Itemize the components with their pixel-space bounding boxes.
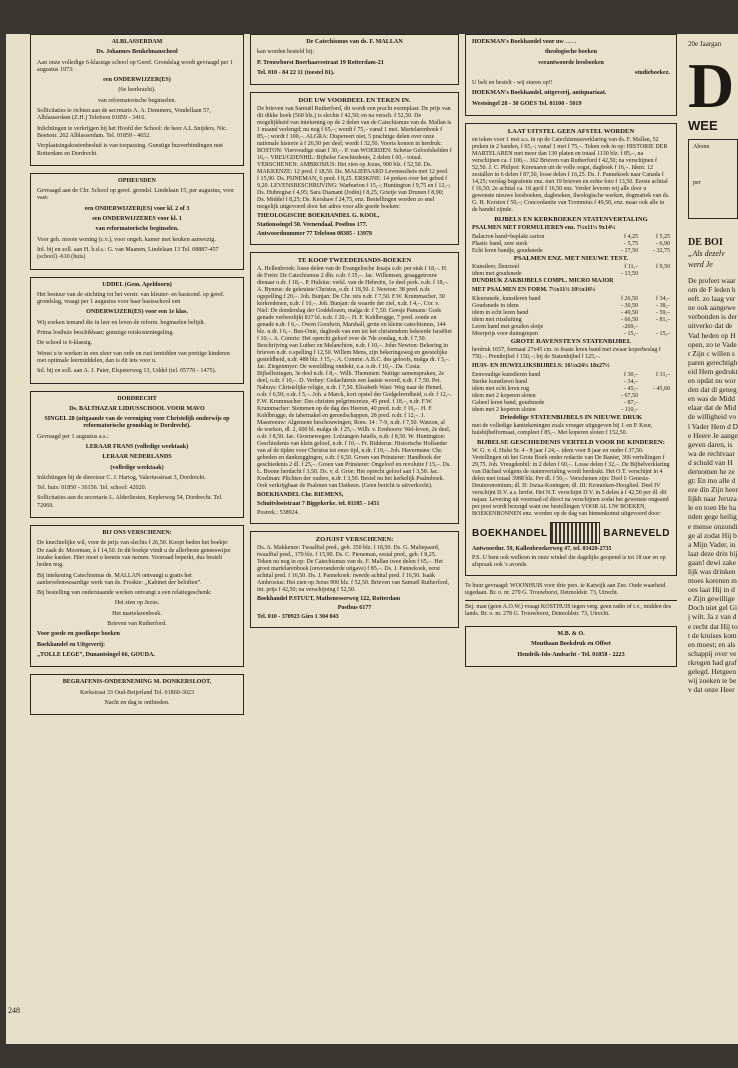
section-heading: PSALMEN ENZ. MET NIEUWE TEST. [513,255,629,263]
price-item: Plastic band, zeer sterk [472,241,528,248]
ad-text: Wij zoeken iemand die in leer en leven de reform. beginselen belijdt. [37,319,206,326]
price-value: - 34,– [624,379,638,386]
ad-text: van reformatorische beginselen. [97,97,176,104]
price-row [472,324,670,331]
price-row [472,271,670,278]
ad-text: De brieven van Samuël Rutherford, dit wordt een pracht exemplaar. De prijs van dit dikke boek (560 blz.) is slechts f 42,50; en na versch. f 52,50. De mogelijkheid van intekening op de 2 delen van de Catechismus van ds. Mallan is 1 maand verlengd; nu nog f 65,–; wordt f 75,– vanaf 1 mei. Martelarenboek f 85,–; wordt f 100,–. ALGRA: Dispereert niet, 5 prachtige delen over onze nationale historie à f 26,50 per deel; wordt f 32,50. Voorts komen in herdruk: BOSTON: Viervoudige staat f 30,–. P. van WOERDEN: Schetse Geloofshelden f 16,–. VREUGDENHIL: Bijbelse Geschiedenis, 2 delen f 60,– totaal. VERSCHENEN: AMBROSIUS: Het zien op Jezus, 900 blz. f 52,50. Ds. MAKKENZE: 12 pred. f 18,50. Ds. MALIEPAARD Levensschets met 12 pred. f 15,90. Ds. PIJNEMAN, 6 pred. f 8,25. ERSKINE: 14 preken over het gebed f 9,20. LEVENSBESCHRIJVING: Warburton f 15,–; Huntington f 9,75 en f 12,–; Ds. Hubregtse f 4,95; Sara Diamant (Jodin) f 8,25; Grietje van Drunen f 8,90; Ds. Middel f 8,25; Ds. Kershaw f 24,75, enz. Bestellingen worden zo snel mogelijk uitgevoerd door het adres voor alle goede boeken: [257,106,452,211]
ad-text: Boekhandel en Uitgeverij: [37,641,106,648]
ad-footer: Tel. 010 - 370923 Giro 1 304 043 [257,614,339,621]
ad-text: Inlichtingen te verkrijgen bij het Hoofd der School: de heer A.L.Snijders, Nic. Beetsstr. 262 Alblasserdam. Tel. 01859 - 4652. [37,125,228,139]
price-row [472,296,670,303]
price-value: f 31,– [656,372,670,379]
ad-opheusden [30,173,244,270]
ad-heading: DORDRECHT [117,395,157,402]
ad-footer: Schuitvloststraat 7 Biggekerke. tel. 01185 - 1451 [257,501,380,508]
ad-begrafenis [30,674,244,715]
price-item: idem met 2 koperen sloten [472,407,536,414]
price-value: - 49,50 [621,310,638,317]
price-value: - 32,75 [653,248,670,255]
ad-heading: M.B. & O. [557,631,585,638]
ad-text: P.S. U bent ook welkom in onze winkel die dagelijks geopend is tot 18 uur en op afspraak ook 's avonds. [472,555,666,569]
ad-text: Westsingel 28 - 30 GOES Tel. 01100 - 5019 [472,100,582,107]
ad-heading: UDDEL (Gem. Apeldoorn) [102,281,172,288]
price-row [472,379,670,386]
ad-text: Kerkstraat 33 Oud-Beijerland Tel. 01860-3023 [79,689,195,696]
ad-text: A. Hellenbroek: losse delen van de Evangelische Jesaja o.dr. per stuk f 18,–. H. de Frein: De Catechismus 2 dln. o.dr. f 35,–. Jac. Willemsen, graaggetrouw dienaar o.dr. f 18,–. P. Hulsius: verkl. van de Hebreën, 1e deel perk. o.dr. f 18,–. A. Byneus: de gekruiste Christus, o.dr. f 18,50. J. Newton: 38 pred. n.dr. ogspelling f 20,–. Joh. Bunjan: De Chr. reis n.dr. f 7,50. F.W. Krummacher, 30 kerkredenen, n.dr. f 10,–. Joh. Bunjan: de waarde der ziel, n.dr. f 4,–. Cor. v. Niel: De donderslag der Goddelozen, malga dr. f 7,50. Geesje Pamans: Gods genade verheerlijkt 817 bl. n.dr. f 20,–. H. F. Kohlbrugge, 7 pred. zonde en genade n.dr. f 6,–. Owen Goodwin, Marshall, grote en kleine catechismus, 144 blz. n.dr. f 6,–. Ben-Onie, dagboek van een tot het christendom bekeerde Israëliet f 10,–. A. Comrie: Het opercht geloof over de 7de zondag, n.dr. f 7,50. Beschrijving van Luther en Melanchton, n.dr. f 10,–. John Newton: Bekering in brieven n.dr. o.spelling f 12,50. Willem Mens, zijn bekeringsweg en geestelijke gesteldheid, n.dr. 488 blz. f 15,–. A. Comrie: A.B.C. des geloofs, malga dr. f 5,–. Jac. Ziegenmyer: De wereldling ontdekt, e.a. o.dr. f 10,–. Da. Costa: Bijbellezingen, 3e deel n.dr. f 8,–. Wilh. Themmen: Nuttige samenspraken, 2e deel, o.dr. f 10,–. D. Verhey: Gedachtenis een laatste woord, n.dr. f 7,50. Pet. Nahuys: Christelijke religie, n.dr. f 7,50. Elisabeth Wast: Weg naar de Hemel, o.dr. f 6,50; o.dr. f 5,–. Joh. a Marck, kort opstel der Godgeleerdheid, o.dr. f 12,–. F.W. Krummacher: Des christen pelgrimsreize, 45 pred. f 18,–, n.dr. F.W. Krummacher: Stemmen op de dag des Heeren, 40 pred. n.dr. f 16,–. H. F. Kohlbrugge, de tabernakel en gereedschappen, 28 pred. n.dr. f 12,–. J. Masereeuw: Algemene beschouwingen, Rom. 14 : 7-9, n.dr. f 7,50. Watzon, al de werken, dl. 2, 600 bl. malga dr. f 25,–. Wilh. v. Eenhoorn: Wel-leven, 2e deel, o.dr. f 8,50. Jac. Groenewegen: Lofzangen Israëls, n.dr. f 8,50. W. Huntington: Geschiedenis van klein geloof, n.dr. f 10,–. Fr. Ridderus: Historische Hollander van af de tijden voor Christus tot onze tijd, n.dr. f 10,–. Joh. Havermans: Chr. gebeden en dankzeggingen, o.dr. f 6,50. Groen van Prinsterer: Handboek der geschiedenis 2 dl. f 25,–. Groen van Prinsterer: Ongeloof en revolutie f 15,–. Ds. L. Boone herdacht f 3,50. Ds. v. d. Groe: Het oprecht geloof aan f 3,50. Jac. Koelman: Plichten der ouders, n.dr. f 3,50. Bestel nu het kerkelijk Psalmboek. Ook verkrijgbaar de Psalmen van Datheen. (Geen bericht is uitverkocht). [257,266,452,490]
price-value: f 4,25 [624,234,638,241]
ad-text: van reformatorische beginselen. [95,226,179,233]
ad-text: W. G. v. d. Hulst Sr. 4 - 8 jaar f 24,–. idem voor 8 jaar en ouder f 37,50. Vertellingen uit het Grote Boek onder redactie van De Banier, 366 vertellingen f 29,75. Joh. Vreugdenhil: in 2 delen f 60,–. Losse delen f 32,–. De Bijbelverklaring van Dächsel volgens de statenvertaling wordt herdrukt. Het O.T. verschijnt in 4 delen met totaal 3988 blz. Per dl. f 50,–. Verschenen zijn: Deel I: Genesis-Deuteronomium; dl. II: Jozua-Koningen; dl. III: Kronieken-Hooglied. Deel IV verschijnt D.V. a.s. herfst. Het N.T. verschijnt D.V. in 5 delen à f 42,50 per dl. dit najaar. Levering uit voorraad of direct na verschijnen zodat het gewenste ongeand per post wordt bezorgd want uw bestellingen VOOR AL UW BOEKEN, BOEKENBONNEN enz. worden op de dag van binnenkomst uitgevoerd door: [472,448,670,518]
ad-text: Inl. bij en soll. aan H. b.d.s.: G. van Maanen, Lindelaan 13 Tel. 08887-457 (school) -610 (huis) [37,246,219,261]
price-value: - 15,– [656,331,670,338]
price-value [638,400,670,407]
ad-text: met de volledige kanttekeningen zoals vroeger uitgegeven bij J. en P. Keur, huisbijbelformaat, compleet f 85,–. Met koperen sloten f 152,50. [472,423,653,437]
price-item: idem met goudsnede [472,271,522,278]
ad-riemens-tweedehands [250,252,459,524]
price-row [472,393,670,400]
price-row [472,241,670,248]
price-value: - 38,– [656,303,670,310]
price-row [472,310,670,317]
section-heading: MET PSALMEN EN FORM. 7½x11½ 10½x16½ [472,287,596,294]
section-heading: BIJBELS EN KERKBOEKEN STATENVERTALING [494,216,648,224]
ad-text: „TOLLE LEGE”, Dunantsingel 66, GOUDA. [37,651,155,658]
storefront-illustration [550,522,600,544]
price-item: idem met 2 koperen sloten [472,393,536,400]
ad-text: Tel. huis: 01850 - 36156. Tel. school: 42020. [37,485,147,492]
price-value: f 30,– [624,372,638,379]
ad-mallan-catechismus [250,34,459,85]
price-row [472,372,670,379]
ad-position: (volledige weektaak) [110,464,164,471]
logo-text-left: BOEKHANDEL [472,527,548,539]
price-row [472,264,670,271]
ad-position: ONDERWIJZER(ES) voor een 1e klas. [86,309,188,316]
ad-text: Brieven van Rutherford. [107,621,167,628]
price-row [472,248,670,255]
column-1 [30,34,244,722]
price-item: Balacron band=beplakt carton [472,234,545,241]
ad-subheading: Ds. Johannes Beukelmanschool [96,49,178,56]
ad-text: Nacht en dag te ontbieden. [104,699,170,706]
ad-text: verantwoorde leesboeken [538,59,604,66]
price-item: idem met ritssluiting [472,317,522,324]
divider [465,600,677,601]
price-value: - 17,50 [621,248,638,255]
ad-text: (6e leerkracht). [118,87,156,94]
price-value: - 110,– [621,407,638,414]
price-value: f 9,50 [656,264,670,271]
ad-text: De knechtelijke wil, voor de prijs van slechts f 26,50. Koopt heden het boekje: De zaak dr. Moorman, à f 14,50. In dit boekje vindt u de allerbeste geneeswijze inzake kanker. Hier moet u kennis van nemen. Voorraad beperkt, dus bestelt heden nog. [37,540,231,569]
price-item: Sterke kunstleren band [472,379,527,386]
ad-footer: THEOLOGISCHE BOEKHANDEL G. KOOL, [257,213,380,220]
price-value: -269,– [622,324,638,331]
ad-heading: ZOJUIST VERSCHENEN: [315,536,394,544]
price-item: Kunstleer, fleurzeel [472,264,520,271]
price-value: f 5,25 [656,234,670,241]
masthead-initial: D [688,50,735,121]
price-value: - 87,– [624,400,638,407]
ad-stuut-zojuist [250,531,459,628]
masthead-title: WEE [688,118,718,133]
ad-heading: LAAT UITSTEL GEEN AFSTEL WORDEN [507,128,635,136]
ad-text: Het bestuur van de stichting tot het verstr. van kleuter- en basisond. op geref. grondslag, vraagt per 1 augustus voor haar basisschool een [37,291,225,306]
price-row [472,386,670,393]
price-item: Echt leren bandje, goudsnede [472,248,543,255]
ad-heading: DOE UW VOORDEEL EN TEKEN IN. [298,97,411,105]
ad-text: U belt en bestelt - wij sturen op!! [472,80,553,87]
ad-heading: BEGRAFENIS-ONDERNEMING M. DONKERSLOOT, [62,679,212,686]
price-row [472,234,670,241]
section-heading: HUIS- EN HUWELIJKSBIJBELS: 16½x24½ 18x27½ [472,363,610,370]
article-quote: „Als dezelv werd Je [688,249,725,269]
price-row [472,317,670,324]
ad-kool-boekhandel [250,92,459,245]
ad-text: Aan onze volledige 6-klassige school op Geref. Grondslag wordt gevraagd per 1 augustus 1973: [37,59,233,73]
price-value: - 6,90 [656,241,670,248]
ad-text: Het martelarenboek. [112,610,162,617]
section-heading: BIJBELSE GESCHIEDENIS VERTELD VOOR DE KINDEREN: [477,439,665,447]
ad-footer: Antwoordnr. 59, Kallenbroekerweg 47, tel. 03420-2735 [472,546,612,553]
ad-text: en teken voor 1 mei a.s. in op de Catechismusverklaring van ds. F. Mallan, 52 preken in 2 banden, f 65,–; vanaf 1 mei f 75,–. Teken ook in op: HISTORIE DER MARTELAREN met meer dan 130 platen en totaal 1130 blz. f 85,–, na verschijnen ca. f 100,–. 362 Brieven van Rutherford f 42,50; na verschijnen f 52,50. J. C. Philpot: Korenaren uit de volle oogst, dagboek f 16,–. Idem: 12 zestallen in 6 delen f 87,50, losse delen f 16,25. Ds. J. Pannekoek naar Canada f 14,25; verslag begrafenis enz. met 19 brieven en echte foto f 13,50. Eerste achttal f 16,50; 2e achttal ca. 18 april f 16,50 enz. Verder leveren wij alle door u gewenste nieuwe leesboeken, dagboeken, theologische werken, dogmatiek van ds. G. H. Kersten f 50,–; Concordantie van Trommius f 49,50, enz. maar ook alle in de handel zijnde. [472,137,670,214]
ad-text: Verplaatsingskostenbesluit is van toepassing. Gunstige busverbindingen met Rotterdam en Dordrecht. [37,143,224,157]
ad-mouthaan [465,626,677,667]
ad-text: De school is 6-klassig. [37,340,93,347]
ad-text: Mouthaan Boekdruk en Offset [531,641,611,648]
ad-position: LERAAR NEDERLANDS [102,454,172,461]
price-value: f 34,– [656,296,670,303]
price-value: - 81,– [656,317,670,324]
column-3 [465,34,677,674]
ad-text: HOEKMAN's Boekhandel, uitgeverij, antiquariaat. [472,90,607,97]
section-heading: PSALMEN MET FORMULIEREN enz. 7½x11½ 9x14½ [472,225,616,232]
ad-text: Prima losthuis beschikbaar; gunstige reiskostentegeling. [37,330,174,337]
next-page-masthead [688,40,738,906]
ad-text: theologische boeken [545,49,597,56]
column-2 [250,34,459,635]
ad-footer: Boekhandel P.STUUT, Mathenesserweg 122, Rotterdam [257,596,401,603]
subscription-box [688,139,738,219]
price-row [472,331,670,338]
ad-heading: TE KOOP TWEEDEHANDS-BOEKEN [297,257,412,265]
ad-text: studieboekez. [634,69,670,76]
price-item: Kleursnede, kunstleren band [472,296,541,303]
ad-text: Gevraagd aan de Chr. School op geref. grondsl. Lindelaan 15, per augustus, voor vast: [37,188,235,202]
section-heading: DUNDRUK ZAKBIJBELS COMPL. MICRO MAJOR [472,278,614,285]
price-value: - 66,50 [621,317,638,324]
ad-text: Bij bestelling van onderstaande werken ontvangt u een relatiegeschenk: [37,590,212,597]
page-number: 248 [8,1006,20,1015]
section-heading: GROTE RAVENSTEYN STATENBIJBEL [510,338,632,346]
price-item: Geheel leren band, goudsnede [472,400,545,407]
price-item: Leren band met gouden slotje [472,324,544,331]
ad-text: Ds. A. Makkenze: Twaalftal pred., geb. 350 blz. f 18,50. Ds. G. Maliepaard, twaalftal pred., 170 blz. f 15,90. Ds. C. Pieneman, zestal pred., geb. f 8,25. Teken nu nog in op: De Catechismus van ds. F. Mallan twee delen f 65,–. Het groot martelarenboek (onveranderde uitgave) f 85,–. Ds. J. Pannekoek, eerst achttal pred. f 16,50. Ds. J. Pannekoek: tweede achttal pred. f 16,50. Isaäk Ambrosius: Het zien op Jezus 900 blz. f 52,50. Brieven van Samuël Rutherford, int. prijs f 42,50; na verschijning f 52,50. [257,545,449,594]
ad-uddel [30,277,244,384]
price-item: idem in echt leren band [472,310,529,317]
volume-label: 20e Jaargan [688,40,722,48]
price-value: - 15,– [624,331,638,338]
ad-subheading: SINGEL 28 (uitgaande van de vereniging voor Christelijk onderwijs op reformatorische grondslag te Dordrecht). [44,416,230,430]
price-value [638,407,670,414]
ad-text: Sollicitaties aan de secretaris L. Alderliesten, Keplerweg 54, Dordrecht. Tel. 72069. [37,495,223,509]
price-row [472,407,670,414]
ad-text: Inl. bij en soll. aan A. J. Pater, Elspeterweg 13, Uddel (tel. 05770 - 1475). [37,368,217,375]
price-value: - 30,50 [621,303,638,310]
price-row [472,303,670,310]
ad-text: Gevraagd per 1 augustus a.s.: [37,433,109,440]
ad-text: Tel. 010 - 84 22 11 (toestel 81). [257,69,335,76]
ad-text: Bij intekening Catechismus ds. MALLAN ontvangt u gratis het aanbevelenswaardige werk van ds. Froskie: „Kabinet der beloften”. [37,572,202,586]
price-value: - 45,– [624,386,638,393]
ad-heading: De Catechismus van ds. F. MALLAN [306,39,403,45]
ad-footer: Stationssingel 50. Veenendaal. Postbus 177. [257,222,368,229]
price-item: idem met echt leren rug [472,386,529,393]
ad-barneveld-boekhandel [465,123,677,576]
ad-heading: HOEKMAN's Boekhandel voor uw . . . . [472,39,577,45]
price-row [472,400,670,407]
ad-alblasserdam [30,34,244,166]
ad-text: Wenst u te werken in een sfeer van orde en rust temidden van prettige kinderen met optimale leermiddelen, dan is dit iets voor u. [37,350,230,364]
small-ad: Bej. man (geen A.O.W.) vraagt KOSTHUIS tegen verg. geen radio of t.v., midden des lands. Br. o. nr. 278 G. Trouwborst, Detmoldstr. 73, Utrecht. [465,604,672,618]
article-heading: DE BOI [688,237,723,248]
price-item: Eenvoudige kunstleren band [472,372,541,379]
price-value: f 11,– [624,264,638,271]
logo-text-right: BARNEVELD [603,527,670,539]
ad-position: een ONDERWIJZER(ES) voor kl. 2 of 3 [84,205,190,212]
ad-position: een ONDERWIJZER(ES) [103,77,171,84]
ad-subheading: Ds. BALTHAZAR LIDIUSSCHOOL VOOR MAVO [69,405,205,412]
ad-dordrecht [30,391,244,519]
price-value [638,271,670,278]
price-value: f 26,50 [621,296,638,303]
price-value: - 5,75 [624,241,638,248]
ad-heading: ALBLASSERDAM [111,39,163,45]
price-value [638,393,670,400]
price-value [638,324,670,331]
ad-heading: OPHEUSDEN [118,177,156,184]
ad-text: P. Trouwborst Boerhaavestraat 19 Rotterdam-21 [257,59,384,66]
ad-position: een ONDERWIJZERES voor kl. 1 [92,216,182,223]
ad-text: Hendrik-Ido-Ambacht - Tel. 01858 - 2223 [517,651,625,658]
ad-position: LERAAR FRANS (volledige weektaak) [85,443,189,450]
price-value: - 67,50 [621,393,638,400]
price-value [638,379,670,386]
small-ad: Te huur gevraagd: WOONHUIS voor drie pers. te Katwijk aan Zee. Oude waarheid tegedaan. Br. o. nr. 279 G. Trouwborst, Detmoldstr. 73, Utrecht. [465,583,666,597]
ad-text: Inlichtingen bij de directeur C. J. Hartog, Valeriusstraat 3, Dordrecht. [37,474,206,481]
section-heading: Driedelige STATENBIJBELS IN NIEUWE DRUK [499,414,643,422]
small-ads [465,583,677,618]
price-value: - 45,60 [653,386,670,393]
price-table [472,296,670,338]
ad-text: Voor goede en goedkope boeken [37,631,120,638]
price-item: Meerprijs voor duimgrepen [472,331,538,338]
subscription-per: per [693,180,701,186]
ad-text: Het zien op Jezus. [114,600,160,607]
ad-footer: BOEKHANDEL Chr. RIEMENS, [257,492,344,499]
ad-hoekman [465,34,677,116]
price-value: - 59,– [656,310,670,317]
ad-text: Voor geh. mooie woning (c.v.), voor ongeh. kamer met keuken aanwezig. [37,236,216,243]
article-body: De profeet waarom de F leden heeft. zo laag verne ook aangewe verbonden is der uitverko dat de Vad heden op H open, zo te Vader Zijn c willen sparen gerechtigheid Hem gedrukt en opdat nu worden dat di genegen was de Middelaar dat de Midde willigheid vol Vader Hem d De Heere Je aangegeven daren, is wa de rechtvaard schuld van H dernomen he zegt: En mo alle deze din Zijn heerlijkh naar Jeruzale en toen He handen gege heilige mense onzondige al zodat Hij ba Mijn Vader, in laat deze drin bij gaan! dewi zakelijk was drinken moes korenen moes laat Hij in de Zijn gewillige Doch niet gel Gij wilt. Ja z van de recht dat Hij tot de kruises komen moest; en als schappij over verkregen had graf gelegd. Hetgeen wij zoeken te bev dat onze Heer [688,276,738,695]
ad-footer: Postrek.: 538924. [257,510,300,517]
ad-heading: BIJ ONS VERSCHENEN: [102,530,172,537]
ad-footer: Postbus 6177 [337,605,372,612]
price-item: Goudsnede in idem [472,303,519,310]
ad-footer: Antwoordnummer 77 Telefoon 08385 - 13978 [257,231,373,238]
boekhandel-barneveld-logo [472,522,670,544]
subscription-label: Abonn [693,144,710,150]
price-table [472,372,670,414]
ad-tolle-lege [30,525,244,667]
ad-text: herdruk 1657, formaat 27x45 cm. in fraaie leren band met zwaar koperbeslag f 750,–. Prentbijbel f 150,–; bij de Statenbijbel f 125,–. [472,347,661,361]
ad-text: Sollicitaties te richten aan de secretaris A. A. Demmers, Vondellaan 57, Alblasserdam (Z.H.) Telefoon 01859 - 3416. [37,108,211,122]
price-value: - 13,50 [621,271,638,278]
price-table [472,264,670,278]
ad-text: kan worden besteld bij: [257,49,315,56]
price-table [472,234,670,255]
